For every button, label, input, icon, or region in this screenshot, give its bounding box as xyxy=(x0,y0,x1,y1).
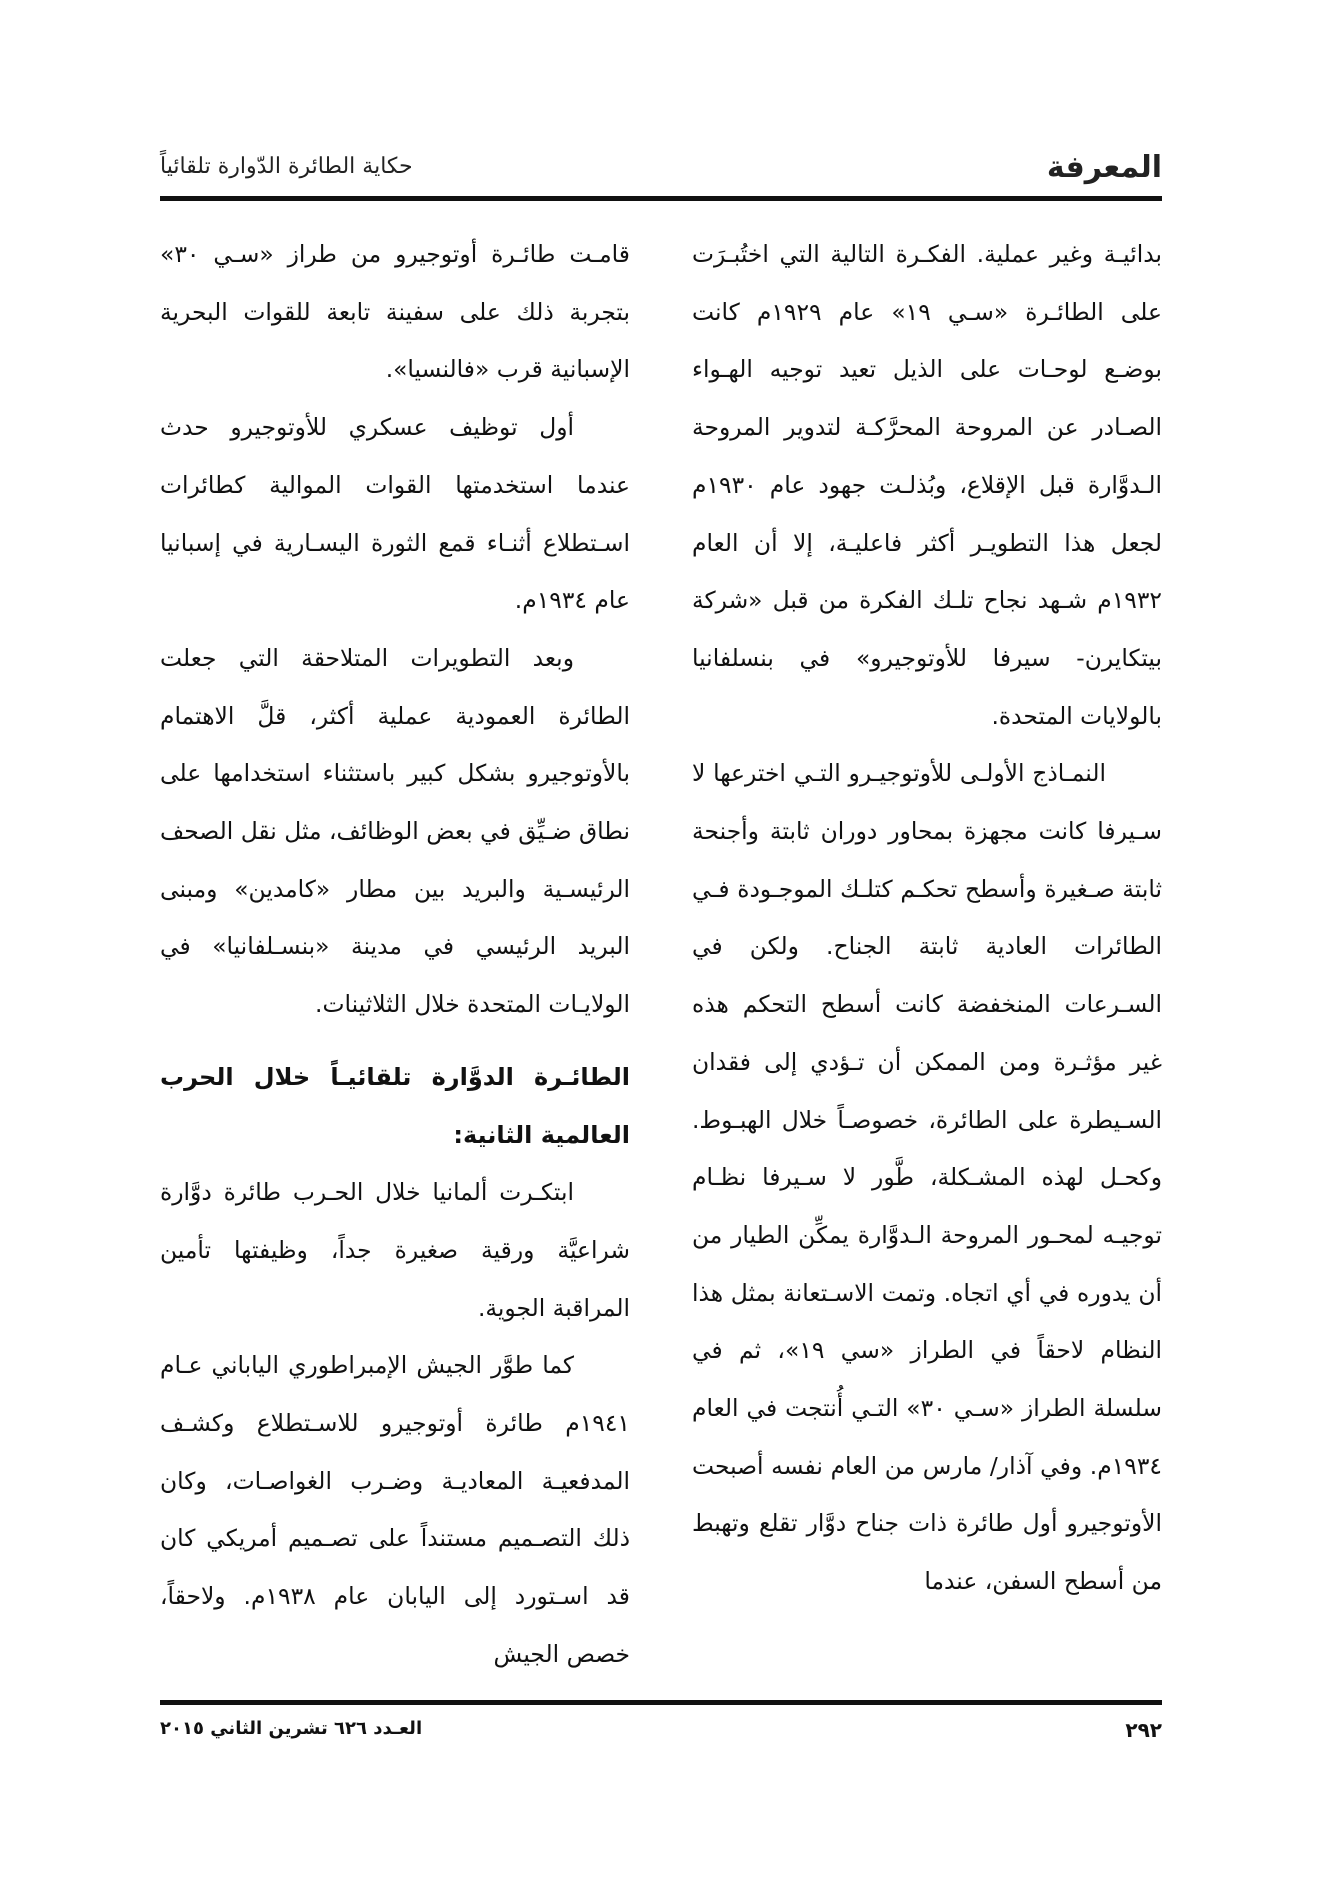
paragraph: النمـاذج الأولـى للأوتوجيـرو التـي اخترعها لا سـيرفا كانت مجهزة بمحاور دوران ثابتة وأجنحة ثابتة صـغيرة وأسطح تحكـم كتلـك الموجـودة فـي الطائرات العادية ثابتة الجناح. ولكن في السـرعات المنخفضة كانت أسطح التحكم هذه غير مؤثـرة ومن الممكن أن تـؤدي إلى فقدان السـيطرة على الطائرة، خصوصـاً خلال الهبـوط. وكحـل لهذه المشـكلة، طَّور لا سـيرفا نظـام توجيـه لمحـور المروحة الـدوَّارة يمكِّن الطيار من أن يدوره في أي اتجاه. وتمت الاسـتعانة بمثل هذا النظام لاحقاً في الطراز «سي ١٩»، ثم في سلسلة الطراز «سـي ٣٠» التـي أُنتجت في العام ١٩٣٤م. وفي آذار/ مارس من العام نفسه أصبحت الأوتوجيرو أول طائرة ذات جناح دوَّار تقلع وتهبط من أسطح السفن، عندما xyxy=(692,759,1162,1596)
running-title: حكاية الطائرة الدّوارة تلقائياً xyxy=(160,154,413,179)
paragraph: وبعد التطويرات المتلاحقة التي جعلت الطائرة العمودية عملية أكثر، قلَّ الاهتمام بالأوتوجيرو بشكل كبير باستثناء استخدامها على نطاق ضـيِّق في بعض الوظائف، مثل نقل الصحف الرئيسـية والبريد بين مطار «كامدين» ومبنى البريد الرئيسي في مدينة «بنسـلفانيا» في الولايـات المتحدة خلال الثلاثينات. xyxy=(160,643,630,1019)
page-header xyxy=(160,150,1162,190)
left-column xyxy=(160,226,630,1684)
section-heading: الطائـرة الدوَّارة تلقائيـاً خلال الحرب العالمية الثانية: xyxy=(160,1062,630,1149)
issue-info: العـدد ٦٢٦ تشرين الثاني ٢٠١٥ xyxy=(160,1718,423,1739)
paragraph: قامـت طائـرة أوتوجيرو من طراز «سـي ٣٠» بتجربة ذلك على سفينة تابعة للقوات البحرية الإسبانية قرب «فالنسيا». xyxy=(160,240,630,384)
page-footer xyxy=(160,1718,1162,1758)
paragraph: بدائيـة وغير عملية. الفكـرة التالية التي اختُبـرَت على الطائـرة «سـي ١٩» عام ١٩٢٩م كانت بوضـع لوحـات على الذيل تعيد توجيه الهـواء الصـادر عن المروحة المحرَّكـة لتدوير المروحة الـدوَّارة قبل الإقلاع، وبُذلـت جهود عام ١٩٣٠م لجعل هذا التطويـر أكثر فاعليـة، إلا أن العام ١٩٣٢م شـهد نجاح تلـك الفكرة من قبل «شركة بيتكايرن- سيرفا للأوتوجيرو» في بنسلفانيا بالولايات المتحدة. xyxy=(692,240,1162,730)
header-rule xyxy=(160,196,1162,201)
footer-rule xyxy=(160,1700,1162,1705)
magazine-logo: المعرفة xyxy=(1046,150,1162,185)
right-column xyxy=(692,226,1162,1611)
page-number: ٢٩٢ xyxy=(1125,1718,1162,1742)
paragraph: كما طوَّر الجيش الإمبراطوري الياباني عـام ١٩٤١م طائرة أوتوجيرو للاسـتطلاع وكشـف المدفعيـة المعاديـة وضـرب الغواصـات، وكان ذلك التصـميم مستنداً على تصـميم أمريكي كان قد اسـتورد إلى اليابان عام ١٩٣٨م. ولاحقاً، خصص الجيش xyxy=(160,1351,630,1668)
paragraph: أول توظيف عسكري للأوتوجيرو حدث عندما استخدمتها القوات الموالية كطائرات اسـتطلاع أثنـاء قمع الثورة اليسـارية في إسبانيا عام ١٩٣٤م. xyxy=(160,413,630,615)
paragraph: ابتكـرت ألمانيا خلال الحـرب طائرة دوَّارة شراعيَّة ورقية صغيرة جداً، وظيفتها تأمين المراقبة الجوية. xyxy=(160,1178,630,1322)
